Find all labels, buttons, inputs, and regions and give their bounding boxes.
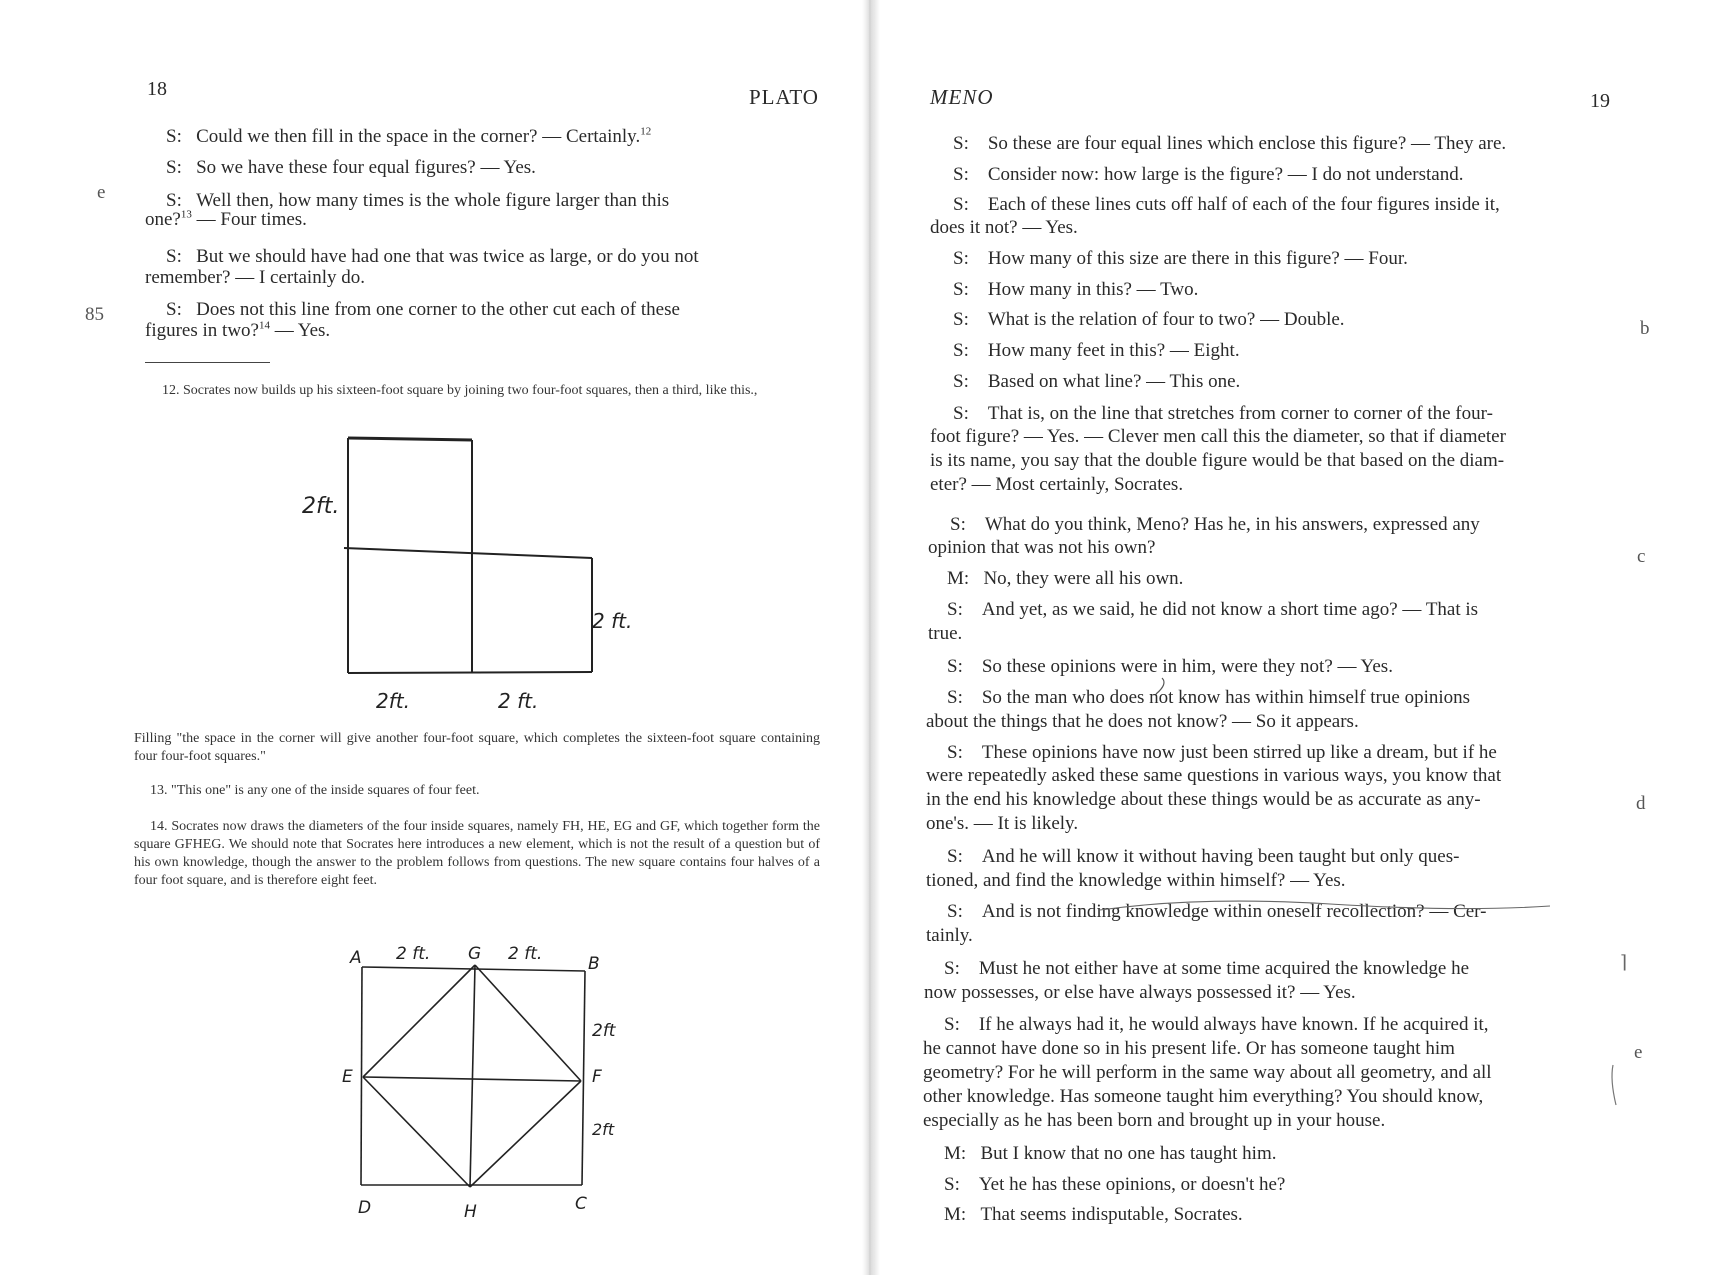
dialogue-line-cont: tioned, and find the knowledge within himself? — Yes. bbox=[926, 870, 1346, 891]
dialogue-line: S: Well then, how many times is the whole figure larger than this bbox=[166, 190, 670, 211]
figure1-label-bottom-1: 2ft. bbox=[376, 689, 410, 713]
dialogue-line: S: So these are four equal lines which enclose this figure? — They are. bbox=[953, 133, 1507, 154]
dialogue-line-cont: one's. — It is likely. bbox=[926, 813, 1079, 834]
dialogue-line: S: What is the relation of four to two? — Double. bbox=[953, 309, 1345, 330]
footnote-12: 12. Socrates now builds up his sixteen-foot square by joining two four-foot squares, then a third, like this., bbox=[162, 383, 758, 398]
book-gutter bbox=[862, 0, 880, 1275]
margin-mark-85: 85 bbox=[85, 304, 104, 325]
dialogue-line: S: So we have these four equal figures? — Yes. bbox=[166, 157, 536, 178]
margin-mark-c: c bbox=[1637, 546, 1646, 567]
page-number-right: 19 bbox=[1590, 90, 1610, 112]
dialogue-line-cont: about the things that he does not know? — So it appears. bbox=[926, 711, 1359, 732]
dialogue-line: S: Based on what line? — This one. bbox=[953, 371, 1241, 392]
dialogue-line-cont: now possesses, or else have always possessed it? — Yes. bbox=[924, 982, 1356, 1003]
dialogue-line: S: What do you think, Meno? Has he, in his answers, expressed any bbox=[950, 514, 1480, 535]
dialogue-line-cont: true. bbox=[928, 623, 963, 644]
dialogue-line-cont: remember? — I certainly do. bbox=[145, 267, 365, 288]
figure2-label-right-2: 2ft bbox=[592, 1120, 615, 1139]
dialogue-line: M: That seems indisputable, Socrates. bbox=[944, 1204, 1243, 1225]
dialogue-line-cont: one?$^{13}$ — Four times. bbox=[145, 208, 307, 230]
dialogue-line: S: If he always had it, he would always have known. If he acquired it, bbox=[944, 1014, 1489, 1035]
figure2-label-d: D bbox=[358, 1198, 372, 1218]
dialogue-line: S: How many of this size are there in this figure? — Four. bbox=[953, 248, 1408, 269]
margin-mark-d: d bbox=[1636, 793, 1646, 814]
dialogue-line: S: These opinions have now just been stirred up like a dream, but if he bbox=[947, 742, 1497, 763]
pencil-mark: ⌉ bbox=[1620, 952, 1628, 972]
dialogue-line: S: Could we then fill in the space in the corner? — Certainly.$^{12}$ bbox=[166, 125, 652, 147]
left-page bbox=[0, 0, 862, 1275]
dialogue-line: S: How many feet in this? — Eight. bbox=[953, 340, 1240, 361]
figure2-label-a: A bbox=[350, 948, 362, 968]
dialogue-line-cont: is its name, you say that the double figure would be that based on the diam- bbox=[930, 450, 1505, 471]
dialogue-line: S: Consider now: how large is the figure? — I do not understand. bbox=[953, 164, 1464, 185]
dialogue-line: M: No, they were all his own. bbox=[947, 568, 1184, 589]
figure2-label-right-1: 2ft bbox=[592, 1021, 616, 1041]
figure2-label-h: H bbox=[464, 1202, 477, 1222]
dialogue-line-cont: especially as he has been born and brought up in your house. bbox=[923, 1110, 1386, 1131]
dialogue-line: S: So these opinions were in him, were they not? — Yes. bbox=[947, 656, 1393, 677]
dialogue-line-cont: he cannot have done so in his present life. Or has someone taught him bbox=[923, 1038, 1455, 1059]
footnote-12-continued: Filling "the space in the corner will give another four-foot square, which completes the sixteen-foot square containing four four-foot squares." bbox=[134, 731, 820, 764]
dialogue-line: S: And yet, as we said, he did not know a short time ago? — That is bbox=[947, 599, 1479, 620]
figure2-label-b: B bbox=[588, 954, 600, 974]
dialogue-line: S: How many in this? — Two. bbox=[953, 279, 1199, 300]
dialogue-line: S: And is not finding knowledge within oneself recollection? — Cer- bbox=[947, 901, 1487, 922]
figure2-label-g: G bbox=[468, 944, 482, 964]
running-head-right: MENO bbox=[930, 85, 994, 109]
margin-mark-e-left: e bbox=[97, 182, 106, 203]
dialogue-line-cont: eter? — Most certainly, Socrates. bbox=[930, 474, 1184, 495]
pencil-annotations bbox=[1090, 660, 1590, 930]
figure-l-shape bbox=[290, 428, 670, 720]
figure1-label-bottom-2: 2 ft. bbox=[498, 689, 539, 713]
figure2-label-top-2: 2 ft. bbox=[508, 944, 543, 964]
dialogue-line-cont: does it not? — Yes. bbox=[930, 217, 1078, 238]
figure-square-diagonals bbox=[330, 935, 650, 1225]
dialogue-line: S: Yet he has these opinions, or doesn't he? bbox=[944, 1174, 1286, 1195]
pencil-margin-line bbox=[1608, 1060, 1628, 1110]
page-number-left: 18 bbox=[147, 78, 167, 100]
dialogue-line: S: Each of these lines cuts off half of each of the four figures inside it, bbox=[953, 194, 1500, 215]
dialogue-line: M: But I know that no one has taught him. bbox=[944, 1143, 1277, 1164]
figure2-label-e: E bbox=[342, 1067, 353, 1087]
footnote-14: 14. Socrates now draws the diameters of the four inside squares, namely FH, HE, EG and GF, which together form the square GFHEG. We should note that Socrates here introduces a new element, which is not the result of a question but of his own knowledge, though the answer to the problem follows from questions. The new square contains four halves of a four foot square, and is therefore eight feet. bbox=[134, 819, 820, 888]
dialogue-line-cont: opinion that was not his own? bbox=[928, 537, 1156, 558]
dialogue-line-cont: figures in two?$^{14}$ — Yes. bbox=[145, 319, 331, 341]
dialogue-line-cont: geometry? For he will perform in the same way about all geometry, and all bbox=[923, 1062, 1492, 1083]
footnote-13: 13. "This one" is any one of the inside squares of four feet. bbox=[150, 783, 480, 798]
figure1-label-left: 2ft. bbox=[302, 494, 340, 519]
dialogue-line: S: Must he not either have at some time acquired the knowledge he bbox=[944, 958, 1470, 979]
dialogue-line: S: So the man who does not know has within himself true opinions bbox=[947, 687, 1471, 708]
dialogue-line-cont: tainly. bbox=[926, 925, 973, 946]
dialogue-line: S: And he will know it without having been taught but only ques- bbox=[947, 846, 1460, 867]
dialogue-line-cont: foot figure? — Yes. — Clever men call this the diameter, so that if diameter bbox=[930, 426, 1506, 447]
footnote-rule bbox=[145, 362, 270, 363]
dialogue-line: S: That is, on the line that stretches from corner to corner of the four- bbox=[953, 403, 1493, 424]
dialogue-line: S: Does not this line from one corner to the other cut each of these bbox=[166, 299, 680, 320]
figure2-label-c: C bbox=[575, 1194, 587, 1214]
figure2-label-f: F bbox=[592, 1067, 602, 1087]
dialogue-line-cont: in the end his knowledge about these things would be as accurate as any- bbox=[926, 789, 1481, 810]
running-head-left: PLATO bbox=[749, 85, 819, 109]
dialogue-line-cont: other knowledge. Has someone taught him everything? You should know, bbox=[923, 1086, 1484, 1107]
dialogue-line-cont: were repeatedly asked these same questions in various ways, you know that bbox=[926, 765, 1502, 786]
figure1-label-right: 2 ft. bbox=[592, 609, 633, 633]
margin-mark-b: b bbox=[1640, 318, 1650, 339]
figure2-label-top-1: 2 ft. bbox=[396, 944, 431, 964]
margin-mark-e-right: e bbox=[1634, 1042, 1643, 1063]
dialogue-line: S: But we should have had one that was twice as large, or do you not bbox=[166, 246, 699, 267]
